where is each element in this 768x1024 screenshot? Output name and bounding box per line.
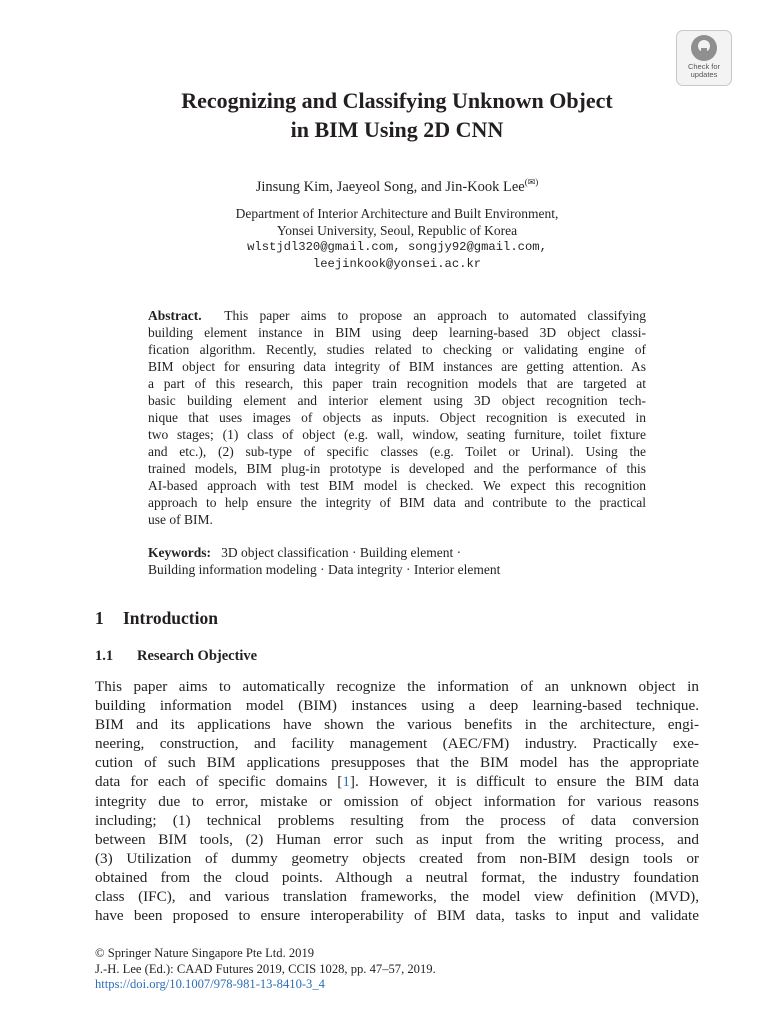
doi-link[interactable]: https://doi.org/10.1007/978-981-13-8410-3_4: [95, 977, 325, 991]
copyright: © Springer Nature Singapore Pte Ltd. 2019: [95, 946, 315, 960]
affiliation: [0, 205, 768, 273]
body-line: cution of such BIM applications presupposes that the BIM model has the appropriate: [95, 754, 699, 772]
abstract-line: trained models, BIM plug-in prototype is developed and the performance of this: [148, 461, 646, 476]
keywords: [148, 544, 646, 578]
section-title: Introduction: [123, 608, 218, 628]
abstract-line: AI-based approach with test BIM model is checked. We expect this recognition: [148, 478, 646, 493]
abstract-line: use of BIM.: [148, 512, 213, 527]
email-line-1[interactable]: wlstjdl320@gmail.com, songjy92@gmail.com,: [247, 240, 547, 254]
abstract-line: a part of this research, this paper train recognition models that are targeted at: [148, 376, 646, 391]
body-line: between BIM tools, (2) Human error such as input from the writing process, and: [95, 830, 699, 848]
author-names: Jinsung Kim, Jaeyeol Song, and Jin-Kook Lee: [255, 179, 525, 195]
citation-info: J.-H. Lee (Ed.): CAAD Futures 2019, CCIS 1028, pp. 47–57, 2019.: [95, 961, 436, 976]
body-line: neering, construction, and facility management (AEC/FM) industry. Practically exe-: [95, 735, 699, 753]
citation-link[interactable]: 1: [342, 773, 350, 791]
abstract-line: basic building element and interior element using 3D object recognition tech-: [148, 393, 646, 408]
subsection-title: Research Objective: [137, 648, 258, 664]
keywords-label: Keywords:: [148, 545, 211, 560]
title-line-1: Recognizing and Classifying Unknown Object: [181, 88, 613, 113]
body-text: [95, 677, 699, 925]
affiliation-line-1: Department of Interior Architecture and Built Environment,: [235, 206, 559, 221]
subsection-number: 1.1: [95, 648, 114, 664]
abstract-line: BIM object for ensuring data integrity of BIM instances are getting attention. As: [148, 359, 646, 374]
badge-label-line1: Check for: [687, 62, 721, 71]
authors: [0, 173, 768, 196]
abstract: [148, 307, 646, 528]
body-line: data for each of specific domains [1]. However, it is difficult to ensure the BIM data: [95, 773, 699, 791]
body-line: have been proposed to ensure interoperability of BIM data, tasks to input and validate: [95, 907, 699, 925]
affiliation-line-2: Yonsei University, Seoul, Republic of Korea: [276, 223, 518, 238]
keywords-line-2: Building information modeling · Data integrity · Interior element: [148, 562, 501, 577]
body-line: building information model (BIM) instances using a deep learning-based technique.: [95, 697, 699, 715]
abstract-line: fication algorithm. Recently, studies related to checking or validating engine of: [148, 342, 646, 357]
body-line: BIM and its applications have shown the various benefits in the architecture, engi-: [95, 716, 699, 734]
subsection-heading: [95, 648, 257, 665]
envelope-icon[interactable]: (✉): [524, 177, 539, 187]
abstract-line: building element instance in BIM using deep learning-based 3D object classi-: [148, 325, 646, 340]
body-line: class (IFC), and various translation frameworks, the model view definition (MVD),: [95, 888, 699, 906]
email-line-2[interactable]: leejinkook@yonsei.ac.kr: [312, 257, 482, 271]
badge-label-line2: updates: [690, 70, 718, 79]
body-line: integrity due to error, mistake or omission of object information for various reasons: [95, 792, 699, 810]
abstract-line: nique that uses images of objects as inputs. Object recognition is executed in: [148, 410, 646, 425]
abstract-line: approach to help ensure the integrity of BIM data and contribute to the practical: [148, 495, 646, 510]
body-line: (3) Utilization of dummy geometry objects created from non-BIM design tools or: [95, 849, 699, 867]
title-line-2: in BIM Using 2D CNN: [290, 117, 504, 142]
footer: [95, 946, 699, 993]
abstract-line: two stages; (1) class of object (e.g. wall, window, seating furniture, toilet fixture: [148, 427, 646, 442]
section-heading: [95, 608, 218, 629]
bookmark-icon: [691, 35, 717, 61]
body-line: obtained from the cloud points. Although a neutral format, the industry foundation: [95, 868, 699, 886]
body-line: including; (1) technical problems resulting from the process of data conversion: [95, 811, 699, 829]
paper-title: [0, 86, 768, 144]
body-line: This paper aims to automatically recognize the information of an unknown object in: [95, 678, 699, 695]
abstract-line: and etc.), (2) sub-type of specific classes (e.g. Toilet or Urinal). Using the: [148, 444, 646, 459]
section-number: 1: [95, 608, 104, 628]
abstract-line: Abstract. This paper aims to propose an approach to automated classifying: [148, 308, 647, 323]
keywords-line-1: Keywords: 3D object classification · Building element ·: [148, 545, 462, 560]
abstract-label: Abstract.: [148, 308, 202, 323]
check-for-updates-badge[interactable]: [676, 30, 732, 86]
